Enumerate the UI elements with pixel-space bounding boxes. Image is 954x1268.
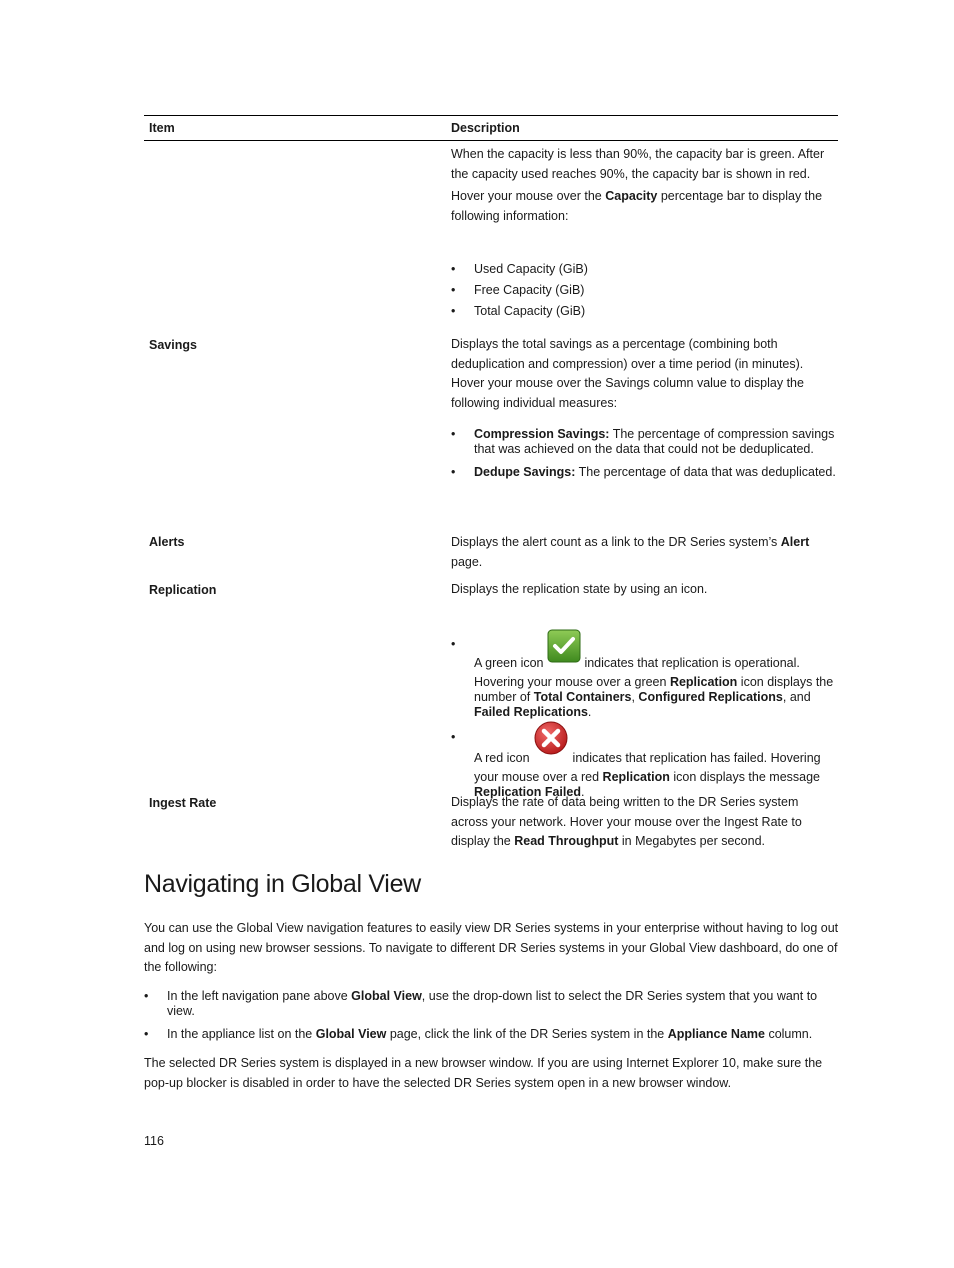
savings-description: Displays the total savings as a percentage (combining both deduplication and compression) over a time period (in minutes). Hover your mouse over the Savings column value to display the following individual measures: [451,337,804,410]
list-item: • A red icon indicates that replication has failed. Hovering your mouse over a red Replication icon displays the message Replication Failed. [451,730,837,800]
list-item: • A green icon indicates that replication is operational. Hovering your mouse over a green Replication icon displays the number of Total Containers, Configured Replications, and Failed Replications. [451,637,837,720]
header-description: Description [451,121,520,135]
closing-paragraph: The selected DR Series system is displayed in a new browser window. If you are using Internet Explorer 10, make sure the pop-up blocker is disabled in order to have the selected DR Series system open in a new browser window. [144,1056,823,1090]
savings-list [451,427,837,480]
capacity-desc-2: Hover your mouse over the Capacity percentage bar to display the following information: [451,189,823,223]
section-title: Navigating in Global View [144,870,421,898]
intro-paragraph: You can use the Global View navigation features to easily view DR Series systems in your enterprise without having to log out and log on using new browser sessions. To navigate to different DR Series systems in your Global View dashboard, do one of the following: [144,921,839,975]
replication-description: Displays the replication state by using an icon. [451,582,708,596]
header-item: Item [149,121,175,135]
list-item: • In the appliance list on the Global View page, click the link of the DR Series system in the Appliance Name column. [144,1027,844,1042]
item-alerts: Alerts [149,535,185,549]
list-item: • In the left navigation pane above Global View, use the drop-down list to select the DR Series system that you want to view. [144,989,844,1019]
replication-green-list [451,637,837,720]
item-ingest-rate: Ingest Rate [149,796,217,810]
navigation-list [144,989,844,1042]
alerts-description: Displays the alert count as a link to the DR Series system’s Alert page. [451,535,810,569]
table-header-rule [144,140,838,141]
capacity-description [451,145,837,226]
item-replication: Replication [149,583,217,597]
red-x-icon [533,720,569,760]
capacity-list [451,259,837,322]
capacity-desc-1: When the capacity is less than 90%, the capacity bar is green. After the capacity used reaches 90%, the capacity bar is shown in red. [451,147,825,181]
list-item: • Used Capacity (GiB) [451,259,837,280]
page-number: 116 [144,1134,164,1148]
list-item: • Dedupe Savings: The percentage of data that was deduplicated. [451,465,837,480]
green-check-icon [547,629,581,667]
replication-red-list [451,730,837,800]
list-item: • Free Capacity (GiB) [451,280,837,301]
ingest-description: Displays the rate of data being written to the DR Series system across your network. Hover your mouse over the Ingest Rate to display the Read Throughput in Megabytes per second. [451,795,802,849]
list-item: • Total Capacity (GiB) [451,301,837,322]
list-item: • Compression Savings: The percentage of compression savings that was achieved on the data that could not be deduplicated. [451,427,837,457]
item-savings: Savings [149,338,197,352]
table-top-rule [144,115,838,116]
